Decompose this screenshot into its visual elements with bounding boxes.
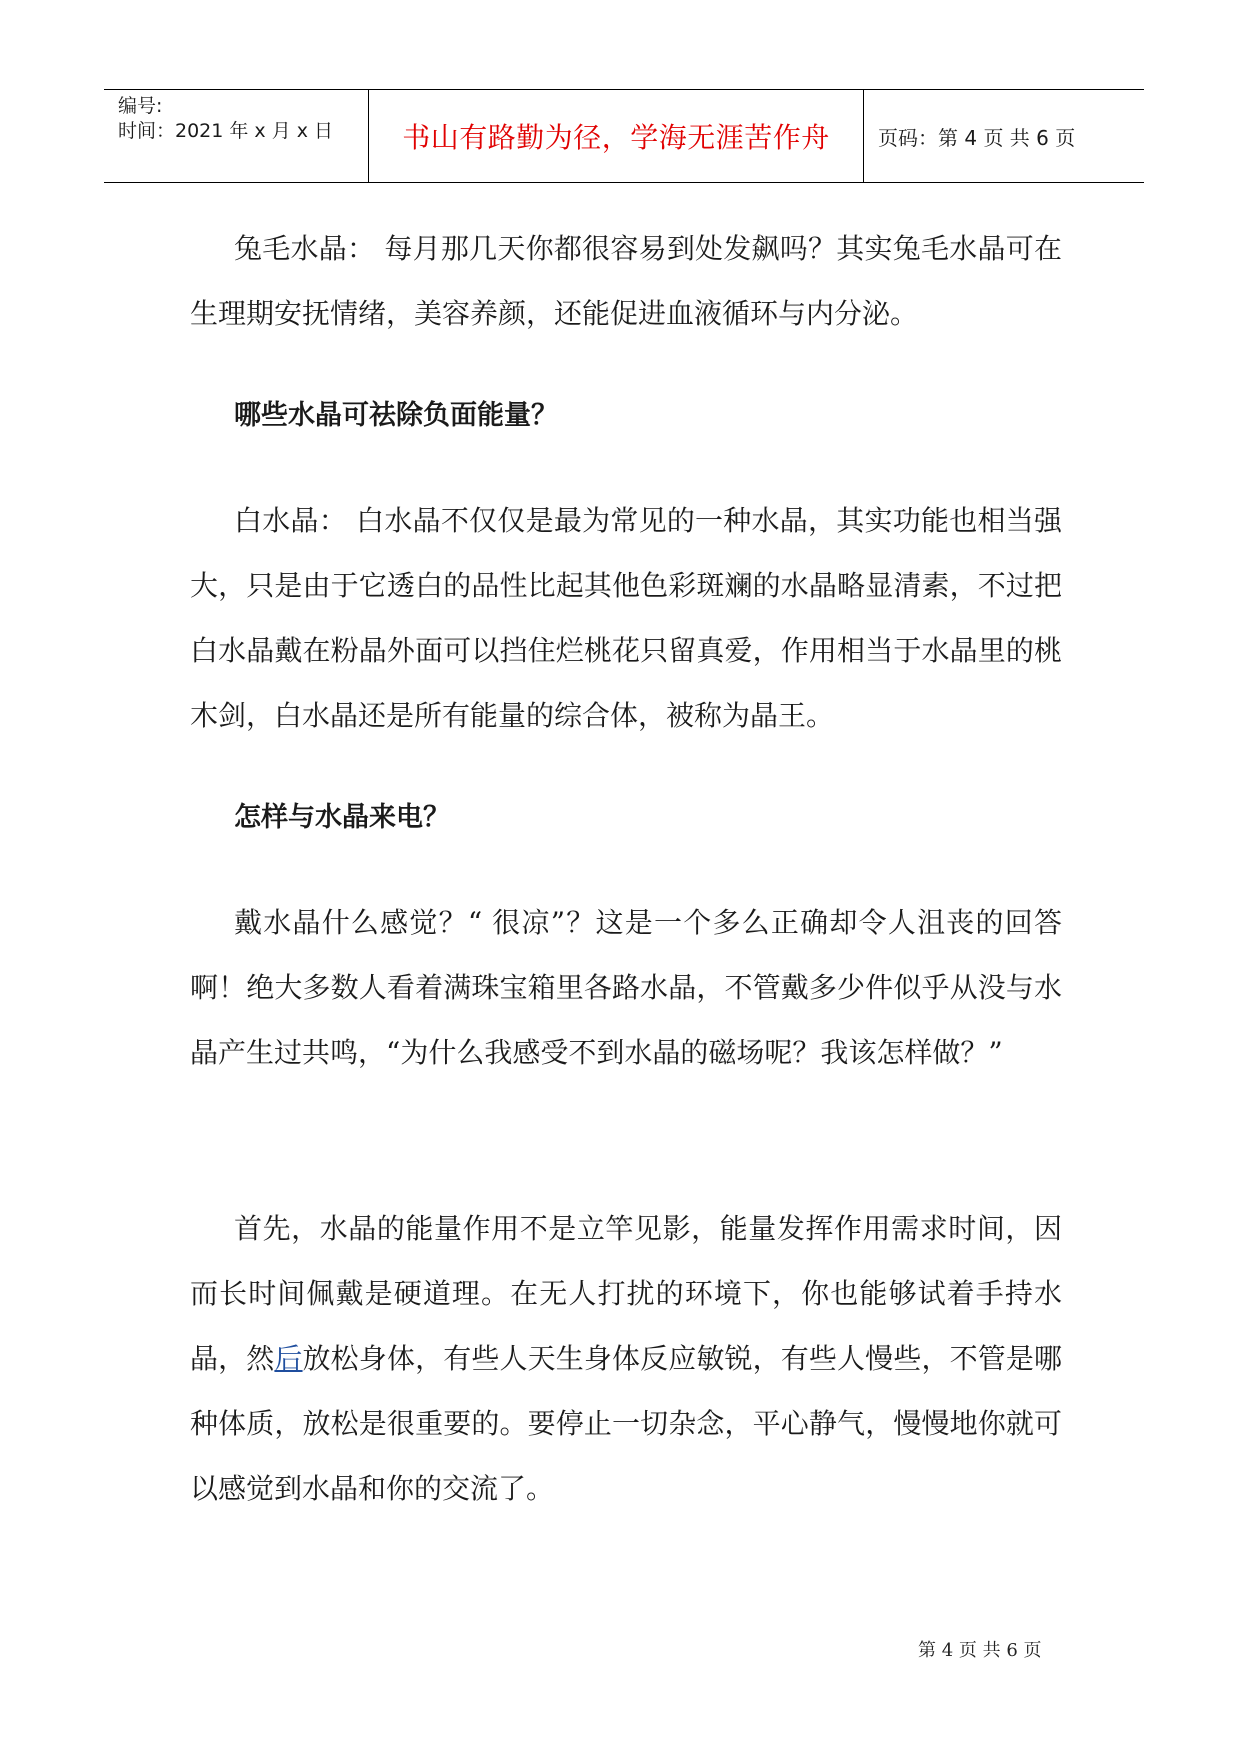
header-motto-cell xyxy=(369,90,864,182)
page-footer: 第 4 页 共 6 页 xyxy=(918,1640,1042,1661)
paragraph-white-crystal: 白水晶： 白水晶不仅仅是最为常见的一种水晶，其实功能也相当强大，只是由于它透白的品性比起其他色彩斑斓的水晶略显清素，不过把白水晶戴在粉晶外面可以挡住烂桃花只留真爱，作用相当于水晶里的桃木剑，白水晶还是所有能量的综合体，被称为晶王。 xyxy=(190,504,1062,732)
paragraph-first-part-b: 放松身体，有些人天生身体反应敏锐，有些人慢些，不管是哪种体质，放松是很重要的。要停止一切杂念，平心静气，慢慢地你就可以感觉到水晶和你的交流了。 xyxy=(190,1342,1062,1505)
time-label: 时间：2021 年 x 月 x 日 xyxy=(118,120,334,142)
page-header xyxy=(104,89,1144,183)
motto-text: 书山有路勤为径，学海无涯苦作舟 xyxy=(402,121,830,154)
header-meta-cell xyxy=(104,90,369,182)
page-info: 页码：第 4 页 共 6 页 xyxy=(878,125,1076,150)
paragraph-feeling: 戴水晶什么感觉？“ 很凉”？这是一个多么正确却令人沮丧的回答啊！绝大多数人看着满珠宝箱里各路水晶，不管戴多少件似乎从没与水晶产生过共鸣，“为什么我感受不到水晶的磁场呢？我该怎样做？” xyxy=(190,906,1062,1069)
paragraph-first-part-a: 首先，水晶的能量作用不是立竿见影，能量发挥作用需求时间，因而长时间佩戴是硬道理。在无人打扰的环境下，你也能够试着手持水晶，然 xyxy=(190,1212,1062,1375)
paragraph-first xyxy=(190,1196,1062,1521)
number-label: 编号: xyxy=(118,95,163,117)
hyperlink-word[interactable]: 后 xyxy=(274,1342,303,1375)
heading-negative-energy: 哪些水晶可祛除负面能量？ xyxy=(234,400,558,431)
heading-connect-crystal: 怎样与水晶来电？ xyxy=(234,802,450,833)
header-page-cell xyxy=(864,90,1144,182)
paragraph-rabbit-hair-crystal: 兔毛水晶： 每月那几天你都很容易到处发飙吗？其实兔毛水晶可在生理期安抚情绪，美容养颜，还能促进血液循环与内分泌。 xyxy=(190,232,1062,330)
